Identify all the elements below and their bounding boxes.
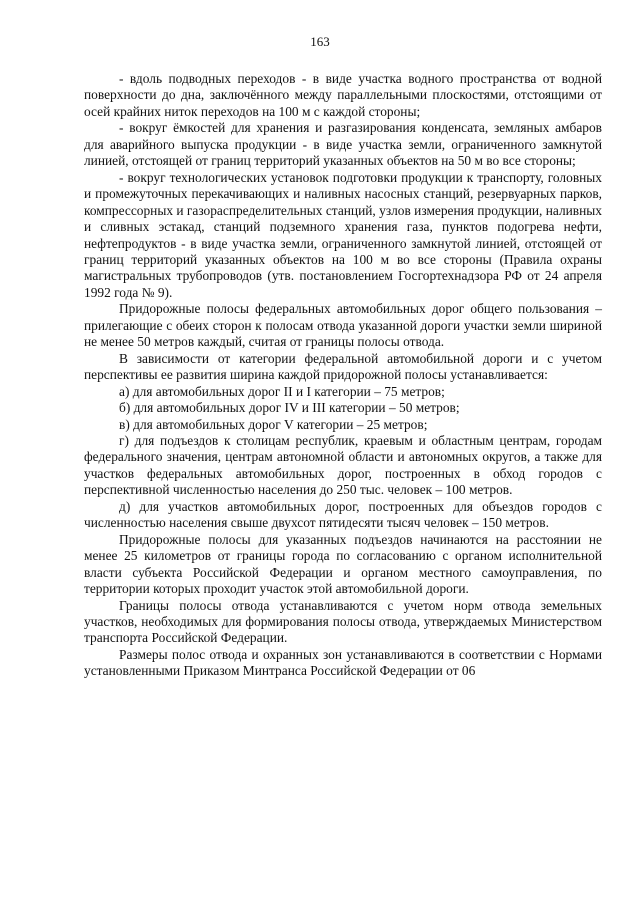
page-number: 163 bbox=[310, 34, 330, 49]
list-item-g: г) для подъездов к столицам республик, краевым и областным центрам, городам федерального значения, центрам автономной области и автономных округов, а также для участков федеральных автомобильных дорог, построенных в обход городов с перспективной численностью населения до 250 тыс. человек – 100 метров. bbox=[84, 432, 602, 498]
paragraph-technological-installations: - вокруг технологических установок подготовки продукции к транспорту, головных и промежуточных перекачивающих и наливных насосных станций, резервуарных парков, компрессорных и газораспределительных станций, узлов измерения продукции, наливных и сливных эстакад, станций подземного хранения газа, пунктов подогрева нефти, нефтепродуктов - в виде участка земли, ограниченного замкнутой линией, отстоящей от границ территорий указанных объектов на 100 м во все стороны (Правила охраны магистральных трубопроводов (утв. постановлением Госгортехнадзора РФ от 24 апреля 1992 года № 9). bbox=[84, 169, 602, 300]
list-item-a: а) для автомобильных дорог II и I категории – 75 метров; bbox=[119, 383, 445, 399]
list-item-d: д) для участков автомобильных дорог, построенных для объездов городов с численностью населения свыше двухсот пятидесяти тысяч человек – 150 метров. bbox=[84, 498, 602, 531]
paragraph-condensate-tanks: - вокруг ёмкостей для хранения и разгазирования конденсата, земляных амбаров для аварийного выпуска продукции - в виде участка земли, ограниченного замкнутой линией, отстоящей от границ территорий указанных объектов на 50 м во все стороны; bbox=[84, 120, 602, 169]
paragraph-approach-strips: Придорожные полосы для указанных подъездов начинаются на расстоянии не менее 25 километров от границы города по согласованию с органом исполнительной власти субъекта Российской Федерации и органом местного самоуправления, по территории которых проходит участок этой автомобильной дороги. bbox=[84, 531, 602, 597]
paragraph-right-of-way-boundaries: Границы полосы отвода устанавливаются с учетом норм отвода земельных участков, необходимых для формирования полосы отвода, утверждаемых Министерством транспорта Российской Федерации. bbox=[84, 597, 602, 646]
document-body bbox=[84, 71, 602, 680]
list-item-v: в) для автомобильных дорог V категории – 25 метров; bbox=[119, 416, 428, 432]
paragraph-zone-sizes: Размеры полос отвода и охранных зон устанавливаются в соответствии с Нормами установленными Приказом Минтранса Российской Федерации от 06 bbox=[84, 646, 602, 679]
paragraph-road-category: В зависимости от категории федеральной автомобильной дороги и с учетом перспективы ее развития ширина каждой придорожной полосы устанавливается: bbox=[84, 350, 602, 383]
paragraph-roadside-strips: Придорожные полосы федеральных автомобильных дорог общего пользования – прилегающие с обеих сторон к полосам отвода указанной дороги участки земли шириной не менее 50 метров каждый, считая от границы полосы отвода. bbox=[84, 301, 602, 350]
list-item-b: б) для автомобильных дорог IV и III категории – 50 метров; bbox=[119, 400, 460, 416]
paragraph-underwater-crossings: - вдоль подводных переходов - в виде участка водного пространства от водной поверхности до дна, заключённого между параллельными плоскостями, отстоящими от осей крайних ниток переходов на 100 м с каждой стороны; bbox=[84, 71, 602, 119]
